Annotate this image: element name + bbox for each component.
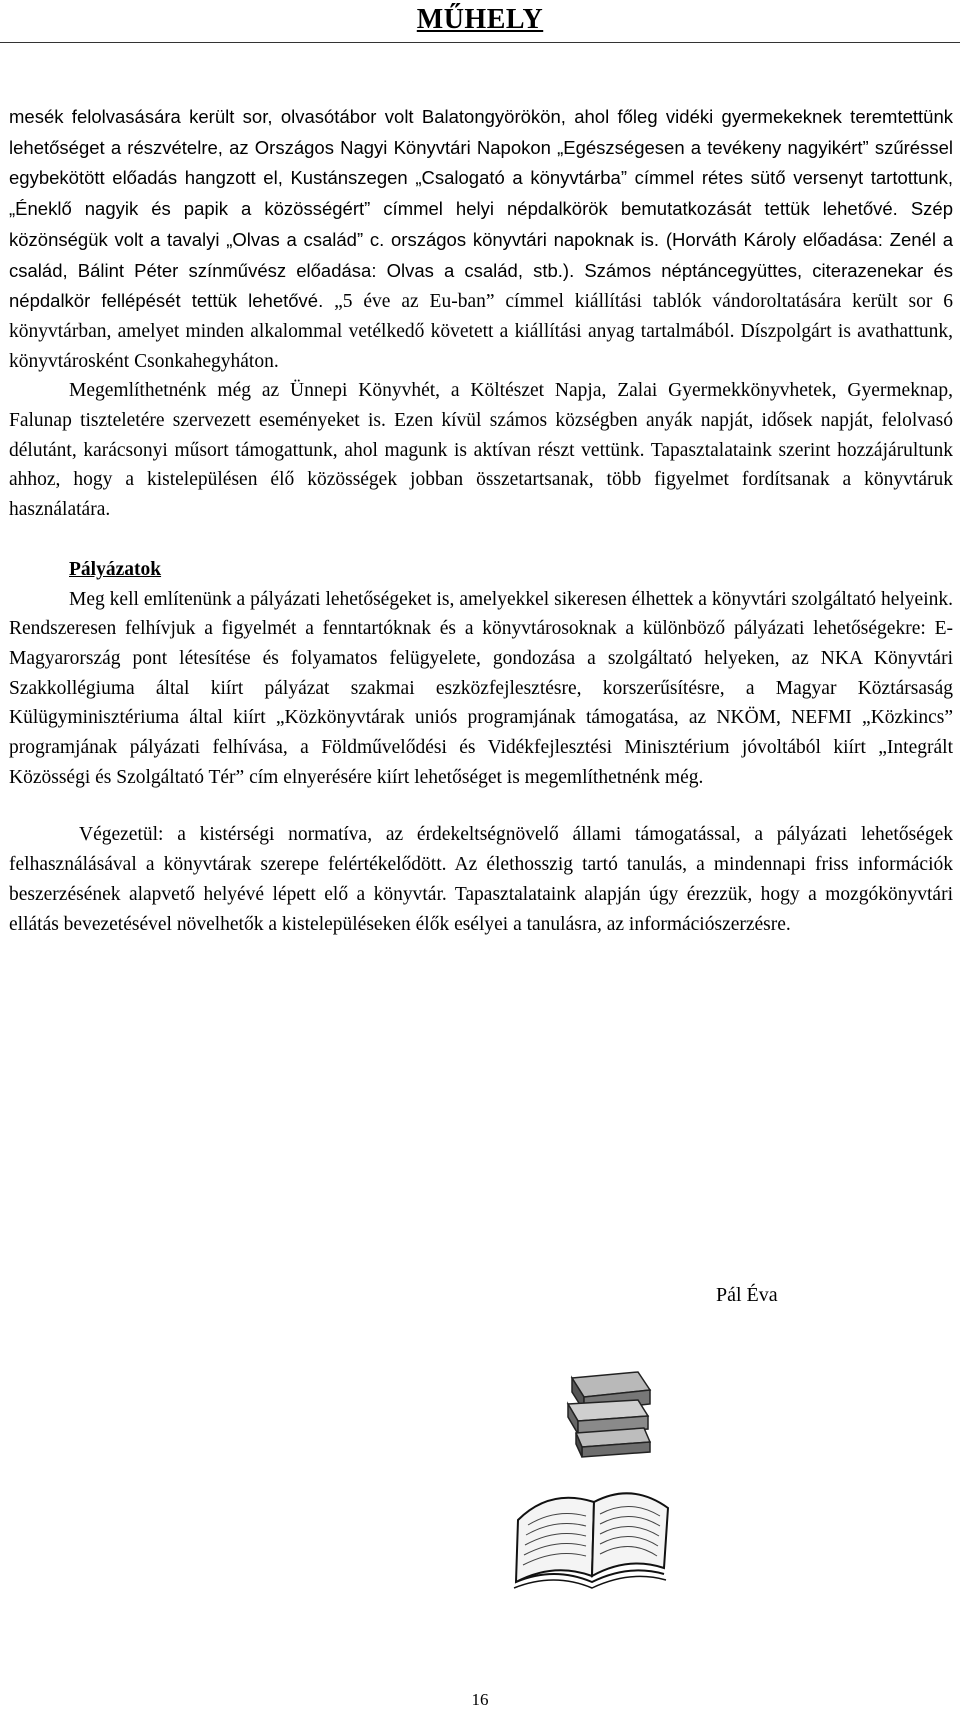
page-number: 16: [471, 1690, 489, 1709]
paragraph-spacer: [9, 792, 953, 820]
books-open-book-icon: [510, 1370, 675, 1600]
paragraph-events-sans-text: mesék felolvasására került sor, olvasótábor volt Balatongyörökön, ahol főleg vidéki gyermekeknek teremtettünk lehetőséget a részvételre, az Országos Nagyi Könyvtári Napokon „Egészségesen a tevékeny nagyikért” szűréssel egybekötött előadás hangzott el, Kustánszegen „Csalogató a könyvtárba” címmel rétes sütő versenyt tartottunk, „Éneklő nagyik és papik a közösségért” címmel helyi népdalkörök bemutatkozását tettük lehetővé. Szép közönségük volt a tavalyi „Olvas a család” c. országos könyvtári napoknak is. (Horváth Károly előadása: Zenél a család, Bálint Péter színművész előadása: Olvas a család, stb.). Számos néptáncegyüttes, citerazenekar és népdalkör fellépését tettük lehetővé.: [9, 106, 953, 312]
section-heading-palyazatok: Pályázatok: [69, 558, 162, 580]
paragraph-events: [9, 102, 953, 376]
paragraph-grants: Meg kell említenünk a pályázati lehetőségeket is, amelyekkel sikeresen élhettek a könyvtári szolgáltató helyeink. Rendszeresen felhívjuk a figyelmét a fenntartóknak és a könyvtárosoknak a különböző pályázati lehetőségekre: E-Magyarország pont létesítése és folyamatos felügyelete, gondozása a szolgáltató helyeken, az NKA Könyvtári Szakkollégiuma által kiírt pályázat szakmai eszközfejlesztésre, korszerűsítésre, a Magyar Köztársaság Külügyminisztériuma által kiírt „Közkönyvtárak uniós programjának támogatása, az NKÖM, NEFMI „Közkincs” programjának pályázati felhívása, a Földművelődési és Vidékfejlesztési Minisztérium jóvoltából kiírt „Integrált Közösségi és Szolgáltató Tér” cím elnyerésére kiírt lehetőséget is megemlíthetnénk még.: [9, 588, 953, 788]
section-title: MŰHELY: [416, 4, 544, 35]
open-book-icon: [514, 1493, 668, 1588]
paragraph-conclusion: Végezetül: a kistérségi normatíva, az érdekeltségnövelő állami támogatással, a pályázati lehetőségek felhasználásával a könyvtárak szerepe felértékelődött. Az élethosszig tartó tanulás, a mindennapi friss információk beszerzésének alapvető helyévé lépett elő a könyvtár. Tapasztalataink alapján úgy érezzük, hogy a mozgókönyvtári ellátás bevezetésével növelhetők a kistelepüléseken élők esélyei a tanulásra, az információszerzésre.: [9, 824, 953, 935]
page-header: [0, 0, 960, 46]
stacked-books-icon: [568, 1372, 650, 1457]
article-body: [9, 102, 953, 939]
paragraph-mentions: Megemlíthetnénk még az Ünnepi Könyvhét, a Költészet Napja, Zalai Gyermekkönyvhetek, Gyermeknap, Falunap tiszteletére szervezett eseményeket is. Ezen kívül számos községben anyák napját, idősek napját, felolvasó délutánt, karácsonyi műsort támogattunk, ahol magunk is aktívan részt vettünk. Tapasztalataink szerint hozzájárultunk ahhoz, hogy a kistelepülésen élő közösségek jobban összetartsanak, több figyelmet fordítsanak a könyvtáruk használatára.: [9, 380, 953, 521]
paragraph-events-serif-text: „5 éve az Eu-ban” címmel kiállítási tablók vándoroltatására került sor 6 könyvtárban, amelyet minden alkalommal vetélkedő követett a kiállítási anyag tartalmából. Díszpolgárt is avathattunk, könyvtárosként Csonkahegyháton.: [9, 291, 953, 372]
author-signature: Pál Éva: [716, 1284, 778, 1306]
header-divider: [0, 42, 960, 43]
